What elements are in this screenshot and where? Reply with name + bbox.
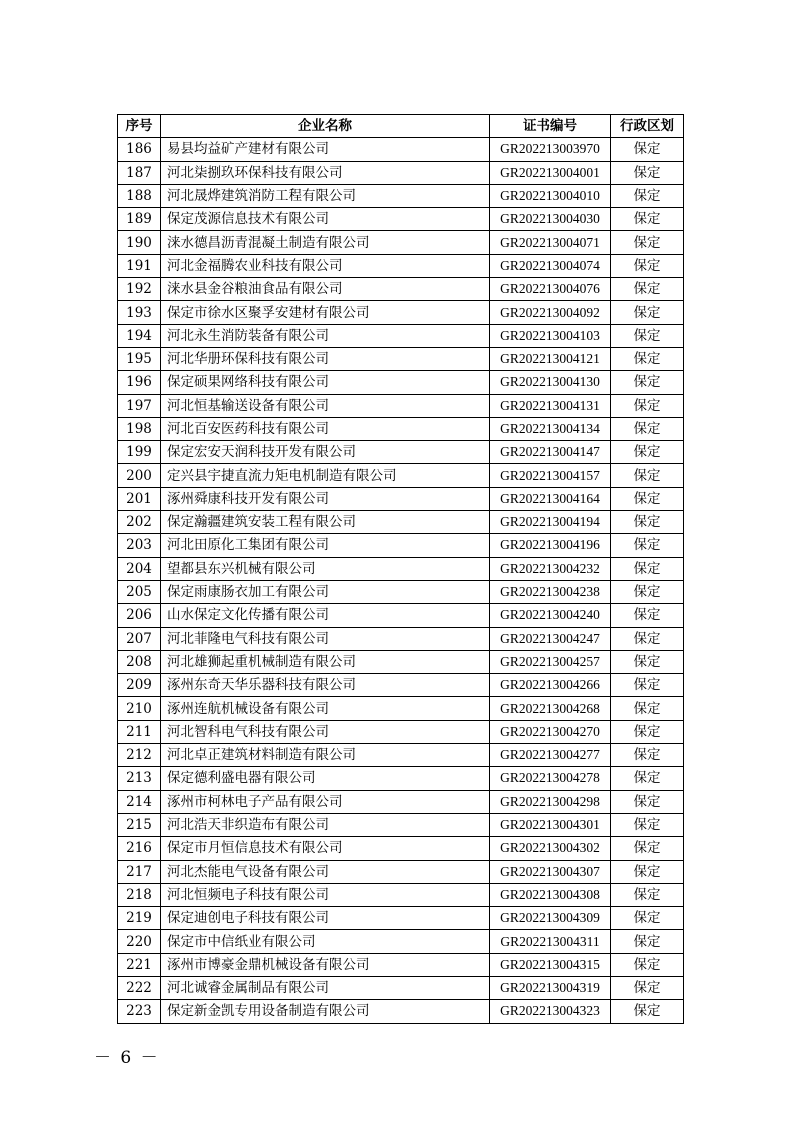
company-name: 保定市徐水区聚孚安建材有限公司 xyxy=(161,301,490,324)
table-row xyxy=(118,347,684,370)
region: 保定 xyxy=(611,650,684,673)
table-row xyxy=(118,394,684,417)
certificate-number: GR202213004157 xyxy=(490,464,611,487)
company-name: 河北柒捌玖环保科技有限公司 xyxy=(161,161,490,184)
region: 保定 xyxy=(611,231,684,254)
table-row xyxy=(118,184,684,207)
table-row xyxy=(118,231,684,254)
table-row xyxy=(118,441,684,464)
region: 保定 xyxy=(611,744,684,767)
certificate-number: GR202213004302 xyxy=(490,837,611,860)
certificate-number: GR202213004130 xyxy=(490,371,611,394)
row-index: 196 xyxy=(118,371,161,394)
region: 保定 xyxy=(611,254,684,277)
certificate-number: GR202213004311 xyxy=(490,930,611,953)
region: 保定 xyxy=(611,1000,684,1023)
certificate-number: GR202213004196 xyxy=(490,534,611,557)
row-index: 222 xyxy=(118,976,161,999)
company-name: 望都县东兴机械有限公司 xyxy=(161,557,490,580)
region: 保定 xyxy=(611,184,684,207)
region: 保定 xyxy=(611,371,684,394)
table-row xyxy=(118,697,684,720)
table-row xyxy=(118,837,684,860)
region: 保定 xyxy=(611,301,684,324)
company-name: 保定硕果网络科技有限公司 xyxy=(161,371,490,394)
region: 保定 xyxy=(611,441,684,464)
row-index: 221 xyxy=(118,953,161,976)
table-row xyxy=(118,720,684,743)
company-name: 保定宏安天润科技开发有限公司 xyxy=(161,441,490,464)
company-name: 保定瀚疆建筑安装工程有限公司 xyxy=(161,511,490,534)
company-name: 河北菲隆电气科技有限公司 xyxy=(161,627,490,650)
certificate-number: GR202213004134 xyxy=(490,417,611,440)
certificate-number: GR202213004232 xyxy=(490,557,611,580)
table-row xyxy=(118,487,684,510)
company-name: 涞水县金谷粮油食品有限公司 xyxy=(161,278,490,301)
company-name: 涿州市柯林电子产品有限公司 xyxy=(161,790,490,813)
table-row xyxy=(118,627,684,650)
table-row xyxy=(118,557,684,580)
table-row xyxy=(118,744,684,767)
row-index: 218 xyxy=(118,883,161,906)
row-index: 219 xyxy=(118,907,161,930)
table-row xyxy=(118,254,684,277)
region: 保定 xyxy=(611,511,684,534)
row-index: 194 xyxy=(118,324,161,347)
certificate-number: GR202213004309 xyxy=(490,907,611,930)
row-index: 198 xyxy=(118,417,161,440)
table-row xyxy=(118,767,684,790)
region: 保定 xyxy=(611,161,684,184)
certificate-number: GR202213004301 xyxy=(490,813,611,836)
row-index: 201 xyxy=(118,487,161,510)
row-index: 216 xyxy=(118,837,161,860)
certificate-number: GR202213003970 xyxy=(490,138,611,161)
certificate-number: GR202213004131 xyxy=(490,394,611,417)
row-index: 192 xyxy=(118,278,161,301)
company-name: 河北晟烨建筑消防工程有限公司 xyxy=(161,184,490,207)
header-row xyxy=(118,115,684,138)
company-name: 河北浩天非织造布有限公司 xyxy=(161,813,490,836)
row-index: 190 xyxy=(118,231,161,254)
region: 保定 xyxy=(611,697,684,720)
company-name: 涞水德昌沥青混凝土制造有限公司 xyxy=(161,231,490,254)
table-row xyxy=(118,790,684,813)
region: 保定 xyxy=(611,883,684,906)
company-name: 涿州连航机械设备有限公司 xyxy=(161,697,490,720)
table-row xyxy=(118,813,684,836)
certificate-number: GR202213004257 xyxy=(490,650,611,673)
company-name: 保定市中信纸业有限公司 xyxy=(161,930,490,953)
table-row xyxy=(118,534,684,557)
table-row xyxy=(118,278,684,301)
certificate-number: GR202213004147 xyxy=(490,441,611,464)
page-number: － 6 － xyxy=(94,1048,160,1068)
company-name: 易县均益矿产建材有限公司 xyxy=(161,138,490,161)
certificate-number: GR202213004164 xyxy=(490,487,611,510)
table-row xyxy=(118,1000,684,1023)
row-index: 188 xyxy=(118,184,161,207)
row-index: 195 xyxy=(118,347,161,370)
company-name: 河北华册环保科技有限公司 xyxy=(161,347,490,370)
certificate-number: GR202213004277 xyxy=(490,744,611,767)
row-index: 213 xyxy=(118,767,161,790)
certificate-number: GR202213004238 xyxy=(490,580,611,603)
region: 保定 xyxy=(611,907,684,930)
company-name: 涿州市博豪金鼎机械设备有限公司 xyxy=(161,953,490,976)
region: 保定 xyxy=(611,720,684,743)
row-index: 215 xyxy=(118,813,161,836)
region: 保定 xyxy=(611,464,684,487)
company-name: 涿州舜康科技开发有限公司 xyxy=(161,487,490,510)
company-name: 河北智科电气科技有限公司 xyxy=(161,720,490,743)
table-row xyxy=(118,511,684,534)
table-row xyxy=(118,953,684,976)
region: 保定 xyxy=(611,557,684,580)
header-certificate-number: 证书编号 xyxy=(490,115,611,138)
table-row xyxy=(118,604,684,627)
region: 保定 xyxy=(611,417,684,440)
region: 保定 xyxy=(611,674,684,697)
certificate-number: GR202213004308 xyxy=(490,883,611,906)
region: 保定 xyxy=(611,208,684,231)
certificate-number: GR202213004323 xyxy=(490,1000,611,1023)
table-row xyxy=(118,324,684,347)
company-name: 河北雄狮起重机械制造有限公司 xyxy=(161,650,490,673)
certificate-number: GR202213004268 xyxy=(490,697,611,720)
table-row xyxy=(118,301,684,324)
table-row xyxy=(118,464,684,487)
region: 保定 xyxy=(611,953,684,976)
certificate-number: GR202213004010 xyxy=(490,184,611,207)
table-row xyxy=(118,208,684,231)
company-name: 定兴县宇捷直流力矩电机制造有限公司 xyxy=(161,464,490,487)
certificate-number: GR202213004298 xyxy=(490,790,611,813)
company-name: 涿州东奇天华乐器科技有限公司 xyxy=(161,674,490,697)
enterprise-table xyxy=(117,114,684,1024)
company-name: 保定德利盛电器有限公司 xyxy=(161,767,490,790)
region: 保定 xyxy=(611,837,684,860)
certificate-number: GR202213004315 xyxy=(490,953,611,976)
row-index: 202 xyxy=(118,511,161,534)
header-index: 序号 xyxy=(118,115,161,138)
region: 保定 xyxy=(611,324,684,347)
table-row xyxy=(118,976,684,999)
row-index: 217 xyxy=(118,860,161,883)
row-index: 210 xyxy=(118,697,161,720)
company-name: 保定雨康肠衣加工有限公司 xyxy=(161,580,490,603)
row-index: 203 xyxy=(118,534,161,557)
certificate-number: GR202213004076 xyxy=(490,278,611,301)
certificate-number: GR202213004121 xyxy=(490,347,611,370)
row-index: 223 xyxy=(118,1000,161,1023)
table-row xyxy=(118,417,684,440)
table-row xyxy=(118,930,684,953)
certificate-number: GR202213004194 xyxy=(490,511,611,534)
row-index: 186 xyxy=(118,138,161,161)
row-index: 211 xyxy=(118,720,161,743)
company-name: 河北金福腾农业科技有限公司 xyxy=(161,254,490,277)
certificate-number: GR202213004270 xyxy=(490,720,611,743)
region: 保定 xyxy=(611,394,684,417)
certificate-number: GR202213004247 xyxy=(490,627,611,650)
region: 保定 xyxy=(611,976,684,999)
table-row xyxy=(118,138,684,161)
row-index: 199 xyxy=(118,441,161,464)
table-row xyxy=(118,650,684,673)
table-row xyxy=(118,580,684,603)
table-row xyxy=(118,860,684,883)
company-name: 保定迪创电子科技有限公司 xyxy=(161,907,490,930)
certificate-number: GR202213004092 xyxy=(490,301,611,324)
row-index: 212 xyxy=(118,744,161,767)
table-row xyxy=(118,907,684,930)
header-region: 行政区划 xyxy=(611,115,684,138)
table-row xyxy=(118,674,684,697)
region: 保定 xyxy=(611,627,684,650)
certificate-number: GR202213004266 xyxy=(490,674,611,697)
row-index: 204 xyxy=(118,557,161,580)
row-index: 193 xyxy=(118,301,161,324)
company-name: 河北永生消防装备有限公司 xyxy=(161,324,490,347)
certificate-number: GR202213004240 xyxy=(490,604,611,627)
region: 保定 xyxy=(611,534,684,557)
certificate-number: GR202213004278 xyxy=(490,767,611,790)
row-index: 197 xyxy=(118,394,161,417)
company-name: 河北恒基输送设备有限公司 xyxy=(161,394,490,417)
region: 保定 xyxy=(611,278,684,301)
certificate-number: GR202213004307 xyxy=(490,860,611,883)
region: 保定 xyxy=(611,138,684,161)
row-index: 189 xyxy=(118,208,161,231)
table-row xyxy=(118,883,684,906)
company-name: 保定新金凯专用设备制造有限公司 xyxy=(161,1000,490,1023)
row-index: 220 xyxy=(118,930,161,953)
company-name: 保定茂源信息技术有限公司 xyxy=(161,208,490,231)
company-name: 保定市月恒信息技术有限公司 xyxy=(161,837,490,860)
region: 保定 xyxy=(611,860,684,883)
header-company-name: 企业名称 xyxy=(161,115,490,138)
region: 保定 xyxy=(611,813,684,836)
certificate-number: GR202213004030 xyxy=(490,208,611,231)
region: 保定 xyxy=(611,604,684,627)
company-name: 河北诚睿金属制品有限公司 xyxy=(161,976,490,999)
row-index: 205 xyxy=(118,580,161,603)
company-name: 山水保定文化传播有限公司 xyxy=(161,604,490,627)
region: 保定 xyxy=(611,790,684,813)
company-name: 河北卓正建筑材料制造有限公司 xyxy=(161,744,490,767)
certificate-number: GR202213004103 xyxy=(490,324,611,347)
table-row xyxy=(118,371,684,394)
row-index: 207 xyxy=(118,627,161,650)
row-index: 209 xyxy=(118,674,161,697)
row-index: 200 xyxy=(118,464,161,487)
row-index: 206 xyxy=(118,604,161,627)
region: 保定 xyxy=(611,930,684,953)
row-index: 191 xyxy=(118,254,161,277)
company-name: 河北恒频电子科技有限公司 xyxy=(161,883,490,906)
row-index: 208 xyxy=(118,650,161,673)
region: 保定 xyxy=(611,347,684,370)
certificate-number: GR202213004319 xyxy=(490,976,611,999)
certificate-number: GR202213004001 xyxy=(490,161,611,184)
table-body xyxy=(118,138,684,1023)
region: 保定 xyxy=(611,487,684,510)
table-row xyxy=(118,161,684,184)
region: 保定 xyxy=(611,767,684,790)
row-index: 187 xyxy=(118,161,161,184)
table-header xyxy=(118,115,684,138)
company-name: 河北百安医药科技有限公司 xyxy=(161,417,490,440)
company-name: 河北田原化工集团有限公司 xyxy=(161,534,490,557)
certificate-number: GR202213004071 xyxy=(490,231,611,254)
certificate-number: GR202213004074 xyxy=(490,254,611,277)
company-name: 河北杰能电气设备有限公司 xyxy=(161,860,490,883)
row-index: 214 xyxy=(118,790,161,813)
region: 保定 xyxy=(611,580,684,603)
